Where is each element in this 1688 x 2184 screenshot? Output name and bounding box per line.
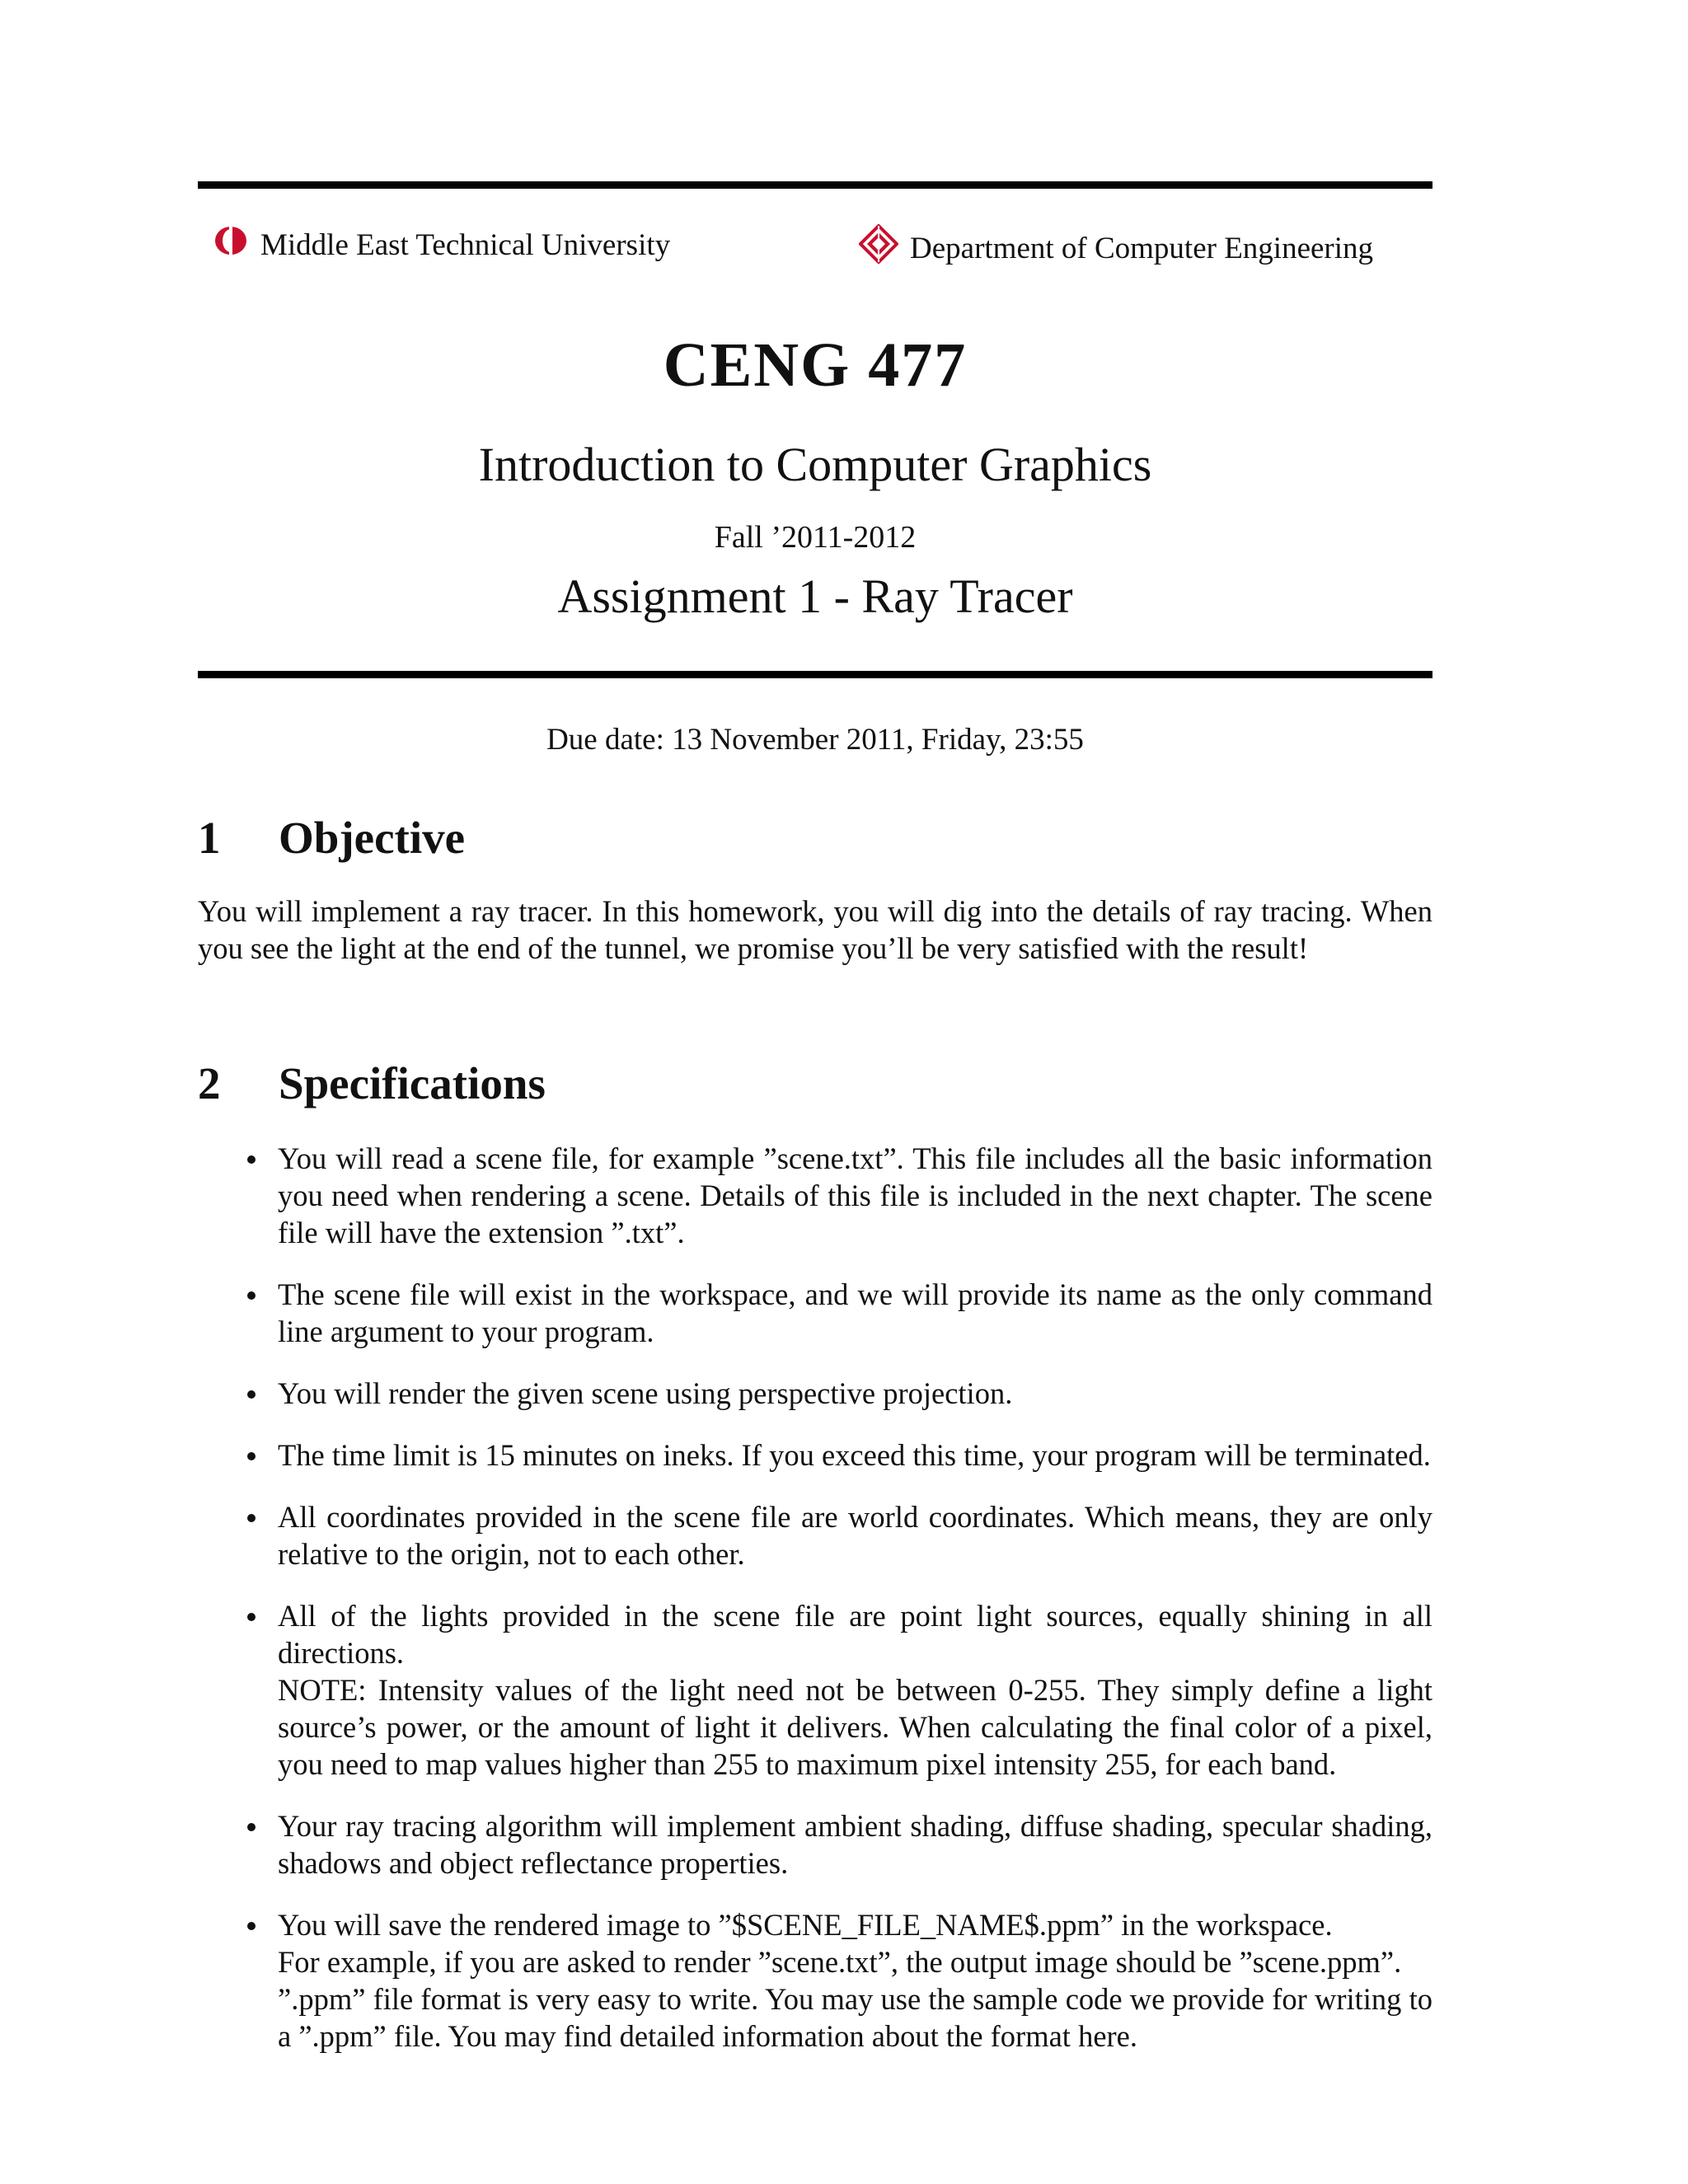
list-item: The time limit is 15 minutes on ineks. If you exceed this time, your program will be terminated. xyxy=(198,1436,1432,1474)
course-title: Introduction to Computer Graphics xyxy=(478,438,1152,491)
bullet-icon xyxy=(247,1922,256,1930)
section-title: Specifications xyxy=(279,1058,546,1108)
bullet-icon xyxy=(247,1452,256,1460)
assignment-title: Assignment 1 - Ray Tracer xyxy=(557,569,1073,623)
bullet-icon xyxy=(247,1514,256,1522)
ppm-note: ”.ppm” file format is very easy to write. You may use the sample code we provide for writing to a ”.ppm” file. You may find detailed information about the format here. xyxy=(278,1982,1432,2053)
list-item: You will render the given scene using perspective projection. xyxy=(198,1375,1432,1412)
ceng-logo-icon xyxy=(859,224,898,272)
bottom-rule xyxy=(198,671,1432,678)
department-header xyxy=(859,224,1373,272)
university-header xyxy=(213,224,670,265)
section-title: Objective xyxy=(279,813,466,863)
bullet-icon xyxy=(247,1613,256,1621)
section-heading-specifications xyxy=(198,1057,546,1109)
list-item: All coordinates provided in the scene file are world coordinates. Which means, they are only relative to the origin, not to each other. xyxy=(198,1498,1432,1572)
list-item: You will save the rendered image to ”$SCENE_FILE_NAME$.ppm” in the workspace. For example, if you are asked to render ”scene.txt”, the output image should be ”scene.ppm”. ”.ppm” file format is very easy to write. You may use the sample code we provide for writing to a ”.ppm” file. You may find detailed information about the format here. xyxy=(198,1906,1432,2055)
university-name: Middle East Technical University xyxy=(260,227,671,262)
metu-logo-icon xyxy=(213,224,249,265)
section-number: 1 xyxy=(198,813,221,863)
list-item: The scene file will exist in the workspace, and we will provide its name as the only command line argument to your program. xyxy=(198,1276,1432,1350)
bullet-icon xyxy=(247,1823,256,1831)
light-note: NOTE: Intensity values of the light need not be between 0-255. They simply define a light source’s power, or the amount of light it delivers. When calculating the final color of a pixel, you need to map values higher than 255 to maximum pixel intensity 255, for each band. xyxy=(278,1673,1432,1781)
bullet-icon xyxy=(247,1155,256,1164)
objective-paragraph: You will implement a ray tracer. In this homework, you will dig into the details of ray tracing. When you see the light at the end of the tunnel, we promise you’ll be very satisfied with the result! xyxy=(198,894,1432,965)
list-item: All of the lights provided in the scene file are point light sources, equally shining in all directions. NOTE: Intensity values of the light need not be between 0-255. They simply define a light source’s power, or the amount of light it delivers. When calculating the final color of a pixel, you need to map values higher than 255 to maximum pixel intensity 255, for each band. xyxy=(198,1597,1432,1783)
section-heading-objective xyxy=(198,812,465,864)
example-line: For example, if you are asked to render ”scene.txt”, the output image should be ”scene.ppm”. xyxy=(278,1945,1402,1979)
top-rule xyxy=(198,181,1432,189)
section-number: 2 xyxy=(198,1058,221,1108)
list-item: You will read a scene file, for example ”scene.txt”. This file includes all the basic information you need when rendering a scene. Details of this file is included in the next chapter. The scene file will have the extension ”.txt”. xyxy=(198,1140,1432,1251)
specifications-list xyxy=(198,1140,1432,2079)
bullet-icon xyxy=(247,1291,256,1300)
term: Fall ’2011-2012 xyxy=(714,520,917,555)
department-name: Department of Computer Engineering xyxy=(910,231,1374,265)
due-date: Due date: 13 November 2011, Friday, 23:55 xyxy=(546,723,1084,757)
list-item: Your ray tracing algorithm will implement ambient shading, diffuse shading, specular shading, shadows and object reflectance properties. xyxy=(198,1807,1432,1882)
course-code: CENG 477 xyxy=(663,330,968,400)
bullet-icon xyxy=(247,1390,256,1399)
